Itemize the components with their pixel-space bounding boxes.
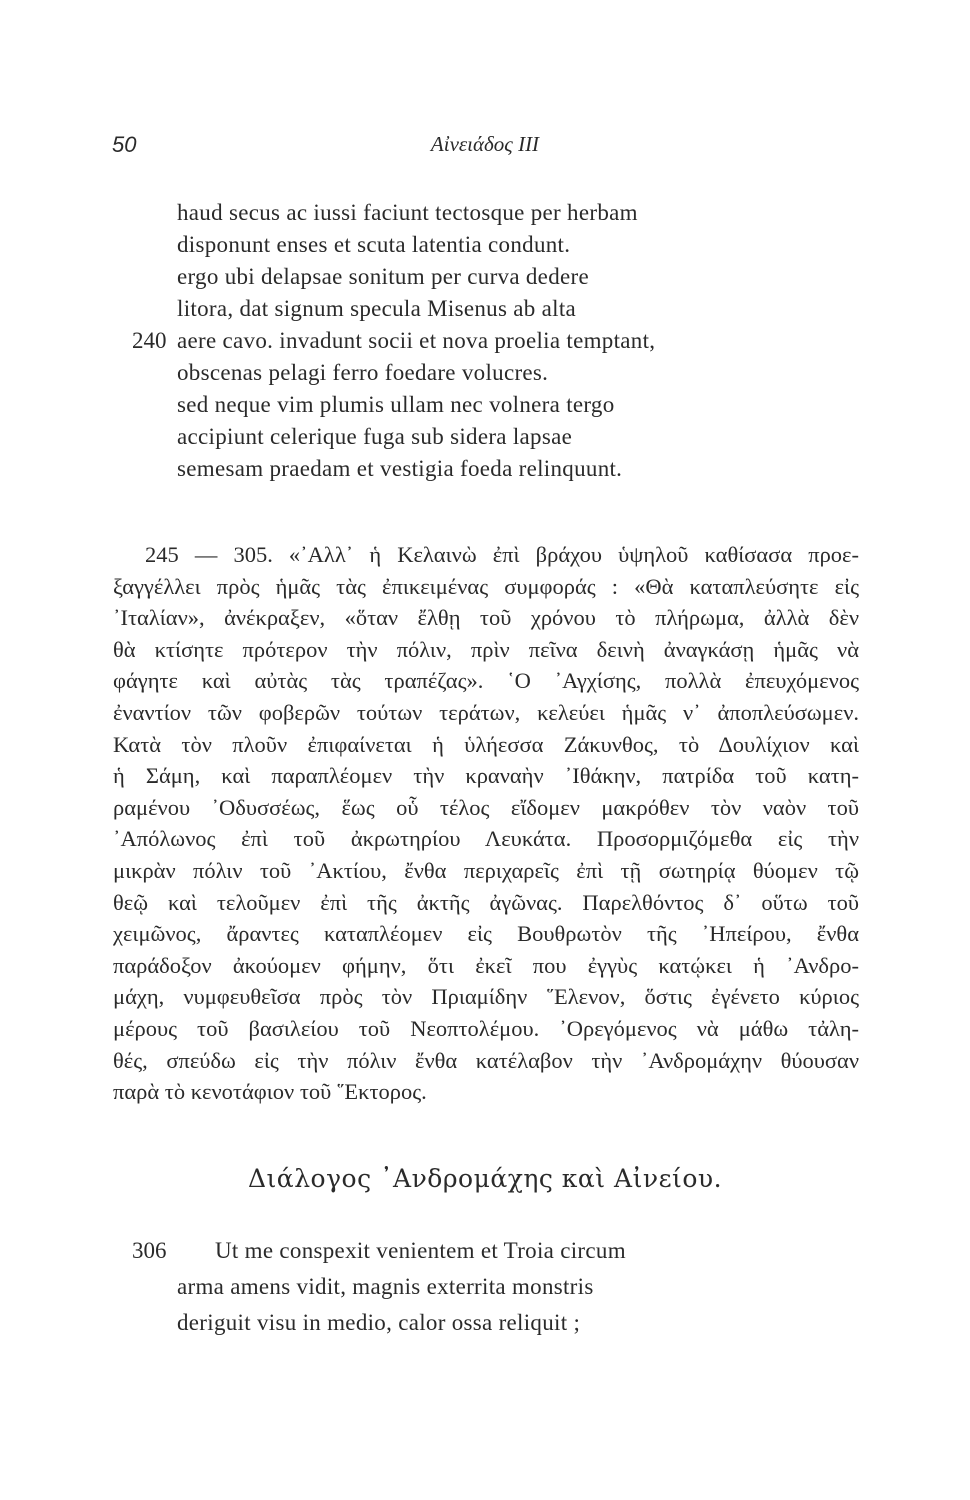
line-number: 306: [132, 1238, 167, 1263]
prose-line: θές, σπεύδω εἰς τὴν πόλιν ἔνθα κατέλαβον τὴν ᾿Ανδρομάχην θύουσαν: [113, 1047, 859, 1073]
prose-line: ᾿Απόλωνος ἐπὶ τοῦ ἀκρωτηρίου Λευκάτα. Προσορμιζόμεθα εἰς τὴν: [113, 826, 859, 852]
prose-line: 245 — 305. «᾿Αλλ᾿ ἡ Κελαινὼ ἐπὶ βράχου ὑψηλοῦ καθίσασα προε-: [145, 542, 859, 567]
prose-line: παρὰ τὸ κενοτάφιον τοῦ ῞Εκτορος.: [113, 1079, 427, 1105]
verse-line: semesam praedam et vestigia foeda relinquunt.: [177, 456, 623, 481]
prose-line: θεῷ καὶ τελοῦμεν ἐπὶ τῆς ἀκτῆς ἀγῶνας. Παρελθόντος δ᾿ οὕτω τοῦ: [113, 889, 859, 915]
verse-line: haud secus ac iussi faciunt tectosque per herbam: [177, 200, 638, 225]
prose-line: ἐναντίον τῶν φοβερῶν τούτων τεράτων, κελεύει ἡμᾶς ν᾿ ἀποπλεύσωμεν.: [113, 700, 859, 725]
verse-line: sed neque vim plumis ullam nec volnera tergo: [177, 392, 615, 417]
prose-line: χειμῶνος, ἄραντες καταπλέομεν εἰς Βουθρωτὸν τῆς ᾿Ηπείρου, ἔνθα: [113, 921, 859, 947]
verse-line: deriguit visu in medio, calor ossa reliquit ;: [177, 1310, 581, 1335]
section-heading: Διάλογος ᾿Ανδρομάχης καὶ Αἰνείου.: [247, 1164, 723, 1193]
page-number: 50: [112, 132, 137, 157]
prose-line: θὰ κτίσητε πρότερον τὴν πόλιν, πρὶν πεῖνα δεινὴ ἀναγκάσῃ ἡμᾶς νὰ: [113, 636, 859, 662]
verse-line: arma amens vidit, magnis exterrita monstris: [177, 1274, 594, 1299]
prose-line: Κατὰ τὸν πλοῦν ἐπιφαίνεται ἡ ὑλήεσσα Ζάκυνθος, τὸ Δουλίχιον καὶ: [113, 731, 859, 757]
prose-line: παράδοξον ἀκούομεν φήμην, ὅτι ἐκεῖ που ἐγγὺς κατῴκει ἡ ᾿Ανδρο-: [113, 952, 859, 978]
prose-line: μικρὰν πόλιν τοῦ ᾿Ακτίου, ἔνθα περιχαρεῖς ἐπὶ τῇ σωτηρίᾳ θύομεν τῷ: [113, 858, 859, 883]
verse-line: accipiunt celerique fuga sub sidera lapsae: [177, 424, 573, 449]
prose-line: μέρους τοῦ βασιλείου τοῦ Νεοπτολέμου. ᾿Ορεγόμενος νὰ μάθω τἀλη-: [113, 1016, 859, 1041]
prose-line: ᾿Ιταλίαν», ἀνέκραξεν, «ὅταν ἔλθῃ τοῦ χρόνου τὸ πλήρωμα, ἀλλὰ δὲν: [113, 605, 859, 631]
verse-line: ergo ubi delapsae sonitum per curva dedere: [177, 264, 589, 289]
prose-line: μάχη, νυμφευθεῖσα πρὸς τὸν Πριαμίδην ῞Ελενον, ὅστις ἐγένετο κύριος: [113, 984, 859, 1010]
prose-line: ἡ Σάμη, καὶ παραπλέομεν τὴν κραναὴν ᾿Ιθάκην, πατρίδα τοῦ κατη-: [113, 763, 859, 789]
verse-line: obscenas pelagi ferro foedare volucres.: [177, 360, 549, 385]
verse-line: disponunt enses et scuta latentia condunt.: [177, 232, 571, 257]
verse-line: aere cavo. invadunt socii et nova proelia temptant,: [177, 328, 656, 353]
line-number: 240: [132, 328, 167, 353]
prose-line: ραμένου ᾿Οδυσσέως, ἕως οὗ τέλος εἴδομεν μακρόθεν τὸν ναὸν τοῦ: [113, 794, 859, 820]
prose-line: ξαγγέλλει πρὸς ἡμᾶς τὰς ἐπικειμένας συμφοράς : «Θὰ καταπλεύσητε εἰς: [113, 573, 859, 599]
verse-line: litora, dat signum specula Misenus ab alta: [177, 296, 577, 321]
running-head: Αἰνειάδος III: [430, 132, 540, 156]
prose-line: φάγητε καὶ αὐτὰς τὰς τραπέζας». ῾Ο ᾿Αγχίσης, πολλὰ ἐπευχόμενος: [113, 668, 859, 694]
verse-line: Ut me conspexit venientem et Troia circum: [215, 1238, 626, 1263]
